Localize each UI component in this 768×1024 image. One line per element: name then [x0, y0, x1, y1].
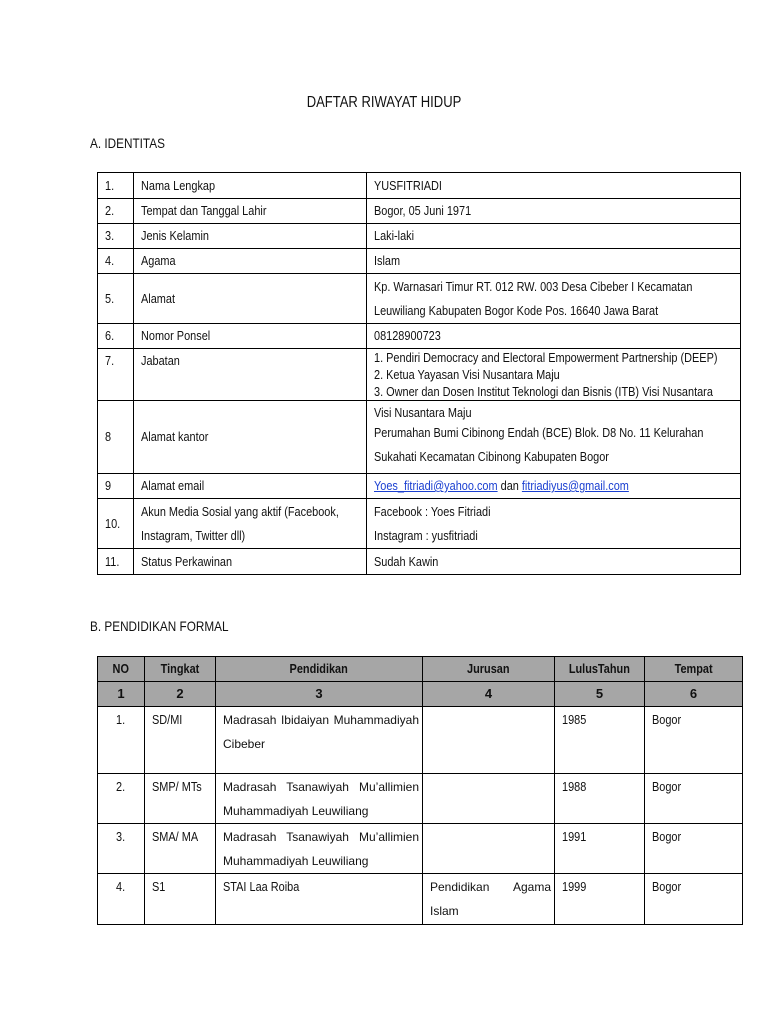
row-number: 7.	[98, 349, 134, 401]
jurusan-cell	[423, 707, 555, 774]
column-number: 1	[98, 682, 145, 707]
field-value: Bogor, 05 Juni 1971	[367, 199, 741, 224]
field-label: Jabatan	[134, 349, 367, 401]
pendidikan-cell: Madrasah Ibidaiyan Muhammadiyah Cibeber	[216, 707, 423, 774]
header-tingkat: Tingkat	[145, 657, 216, 682]
row-number: 1.	[98, 707, 145, 774]
tahun-cell: 1988	[555, 774, 645, 824]
row-number: 9	[98, 474, 134, 499]
column-number: 4	[423, 682, 555, 707]
field-value: 1. Pendiri Democracy and Electoral Empowerment Partnership (DEEP) 2. Ketua Yayasan Visi Nusantara Maju 3. Owner dan Dosen Institut Teknologi dan Bisnis (ITB) Visi Nusantara	[367, 349, 741, 401]
column-number: 6	[645, 682, 743, 707]
field-value: Visi Nusantara Maju Perumahan Bumi Cibinong Endah (BCE) Blok. D8 No. 11 Kelurahan Sukahati Kecamatan Cibinong Kabupaten Bogor	[367, 401, 741, 474]
field-label: Nama Lengkap	[134, 173, 367, 199]
header-pendidikan: Pendidikan	[216, 657, 423, 682]
field-label: Status Perkawinan	[134, 549, 367, 575]
table-row	[98, 707, 743, 774]
field-label: Jenis Kelamin	[134, 224, 367, 249]
row-number: 2.	[98, 199, 134, 224]
table-row	[98, 249, 741, 274]
field-value: Facebook : Yoes Fitriadi Instagram : yusfitriadi	[367, 499, 741, 549]
field-label: Akun Media Sosial yang aktif (Facebook, Instagram, Twitter dll)	[134, 499, 367, 549]
field-label: Alamat	[134, 274, 367, 324]
table-row	[98, 401, 741, 474]
row-number: 1.	[98, 173, 134, 199]
header-lulus-tahun: LulusTahun	[555, 657, 645, 682]
tempat-cell: Bogor	[645, 774, 743, 824]
table-row	[98, 324, 741, 349]
field-label: Agama	[134, 249, 367, 274]
row-number: 4.	[98, 249, 134, 274]
table-row	[98, 824, 743, 874]
email-link-gmail[interactable]: fitriadiyus@gmail.com	[521, 478, 629, 493]
tingkat-cell: S1	[145, 874, 216, 925]
row-number: 11.	[98, 549, 134, 575]
tingkat-cell: SD/MI	[145, 707, 216, 774]
tahun-cell: 1991	[555, 824, 645, 874]
field-label: Nomor Ponsel	[134, 324, 367, 349]
row-number: 3.	[98, 224, 134, 249]
table-row	[98, 173, 741, 199]
header-tempat: Tempat	[645, 657, 743, 682]
table-row	[98, 474, 741, 499]
row-number: 2.	[98, 774, 145, 824]
pendidikan-cell: Madrasah Tsanawiyah Mu’allimien Muhammadiyah Leuwiliang	[216, 824, 423, 874]
field-value: Kp. Warnasari Timur RT. 012 RW. 003 Desa Cibeber I Kecamatan Leuwiliang Kabupaten Bogor Kode Pos. 16640 Jawa Barat	[367, 274, 741, 324]
table-header-row	[98, 657, 743, 682]
tingkat-cell: SMA/ MA	[145, 824, 216, 874]
tempat-cell: Bogor	[645, 824, 743, 874]
jurusan-cell	[423, 824, 555, 874]
tingkat-cell: SMP/ MTs	[145, 774, 216, 824]
field-label: Alamat email	[134, 474, 367, 499]
field-value: Islam	[367, 249, 741, 274]
document-title: DAFTAR RIWAYAT HIDUP	[306, 94, 462, 111]
row-number: 5.	[98, 274, 134, 324]
table-row	[98, 549, 741, 575]
column-number: 5	[555, 682, 645, 707]
field-value: 08128900723	[367, 324, 741, 349]
row-number: 10.	[98, 499, 134, 549]
header-no: NO	[98, 657, 145, 682]
tempat-cell: Bogor	[645, 707, 743, 774]
field-value: YUSFITRIADI	[367, 173, 741, 199]
tahun-cell: 1985	[555, 707, 645, 774]
table-row	[98, 774, 743, 824]
pendidikan-table	[97, 656, 743, 925]
tahun-cell: 1999	[555, 874, 645, 925]
jurusan-cell	[423, 774, 555, 824]
identitas-table	[97, 172, 741, 575]
field-value: Sudah Kawin	[367, 549, 741, 575]
header-jurusan: Jurusan	[423, 657, 555, 682]
field-label: Tempat dan Tanggal Lahir	[134, 199, 367, 224]
section-pendidikan-heading: B. PENDIDIKAN FORMAL	[90, 618, 229, 634]
jurusan-cell: Pendidikan Agama Islam	[423, 874, 555, 925]
section-identitas-heading: A. IDENTITAS	[90, 135, 165, 151]
table-row	[98, 224, 741, 249]
table-column-number-row	[98, 682, 743, 707]
pendidikan-cell: STAI Laa Roiba	[216, 874, 423, 925]
tempat-cell: Bogor	[645, 874, 743, 925]
field-value: Laki-laki	[367, 224, 741, 249]
table-row	[98, 499, 741, 549]
table-row	[98, 274, 741, 324]
table-row	[98, 199, 741, 224]
email-link-yahoo[interactable]: Yoes_fitriadi@yahoo.com	[374, 478, 498, 493]
row-number: 3.	[98, 824, 145, 874]
row-number: 6.	[98, 324, 134, 349]
row-number: 8	[98, 401, 134, 474]
row-number: 4.	[98, 874, 145, 925]
field-value: Yoes_fitriadi@yahoo.com dan fitriadiyus@gmail.com	[367, 474, 741, 499]
pendidikan-cell: Madrasah Tsanawiyah Mu’allimien Muhammadiyah Leuwiliang	[216, 774, 423, 824]
table-row	[98, 349, 741, 401]
column-number: 2	[145, 682, 216, 707]
table-row	[98, 874, 743, 925]
column-number: 3	[216, 682, 423, 707]
field-label: Alamat kantor	[134, 401, 367, 474]
